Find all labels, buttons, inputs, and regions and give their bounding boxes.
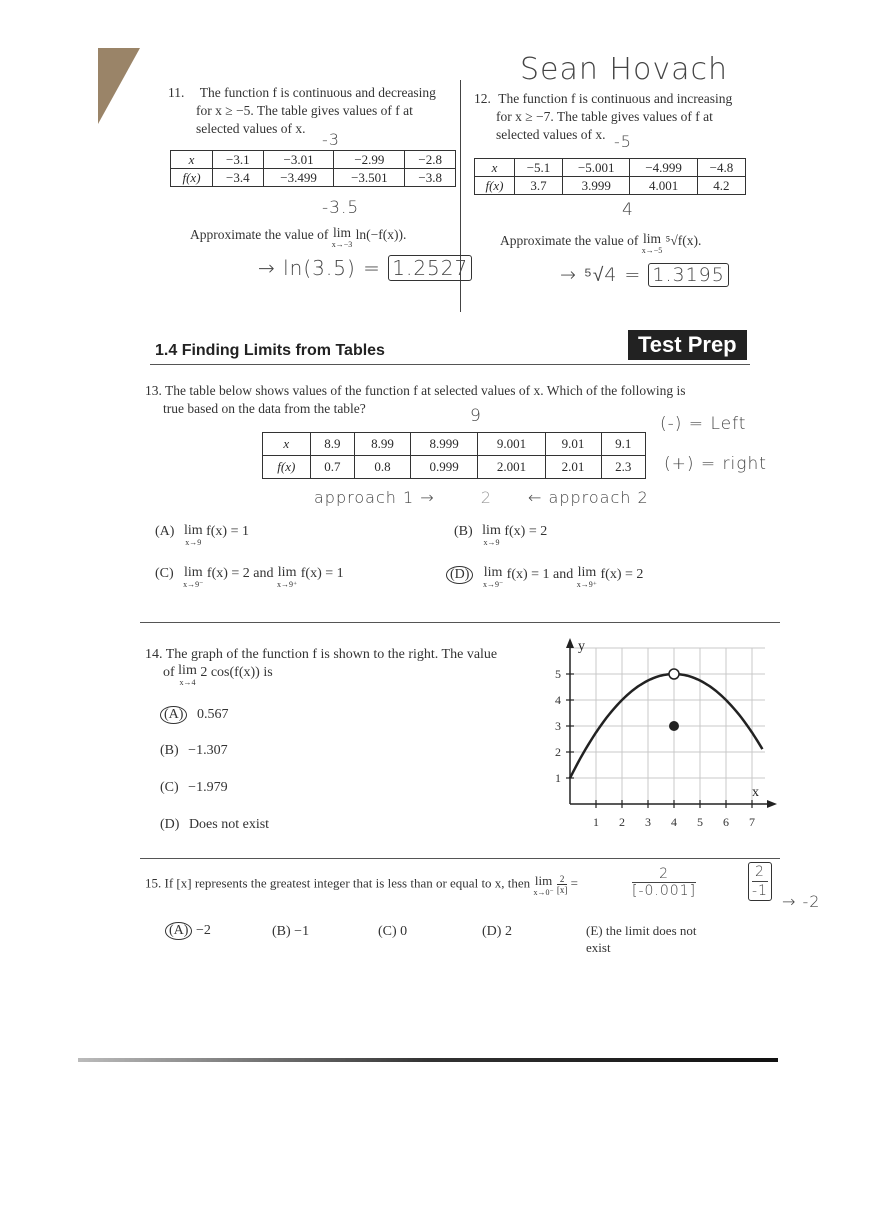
problem-text-line: If [x] represents the greatest integer that is less than or equal to x, then bbox=[164, 875, 531, 891]
closed-point bbox=[669, 721, 679, 731]
limit-expression: lim x→−3 bbox=[331, 225, 353, 249]
y-tick-label: 2 bbox=[555, 745, 561, 759]
boxed-answer: 1.2527 bbox=[388, 255, 472, 281]
table-row bbox=[171, 169, 456, 187]
x-tick-label: 2 bbox=[619, 815, 625, 829]
handwritten-work: → ln(3.5) = 1.2527 bbox=[258, 256, 472, 280]
divider bbox=[140, 622, 780, 623]
data-table-11 bbox=[170, 150, 456, 187]
table-cell: f(x) bbox=[475, 177, 515, 195]
problem-number: 11. bbox=[168, 85, 185, 100]
table-cell: −3.4 bbox=[213, 169, 264, 187]
problem-text-line: The function f is continuous and decreasing bbox=[199, 85, 436, 100]
x-tick-label: 5 bbox=[697, 815, 703, 829]
table-cell: 0.8 bbox=[355, 456, 411, 479]
table-cell: 3.7 bbox=[514, 177, 562, 195]
table-cell: −3.8 bbox=[405, 169, 456, 187]
handwritten-note: → -2 bbox=[782, 892, 821, 911]
choice-14d[interactable]: (D) Does not exist bbox=[160, 817, 270, 832]
problem-number: 14. bbox=[145, 647, 163, 662]
problem-text-line: The function f is continuous and increasing bbox=[498, 91, 733, 106]
problem-11 bbox=[168, 84, 453, 138]
problem-text-line: true based on the data from the table? bbox=[163, 401, 366, 416]
handwritten-note: approach 1 → 2 ← approach 2 bbox=[314, 488, 649, 507]
choice-15a[interactable]: (A) −2 bbox=[165, 922, 211, 940]
x-axis-arrow bbox=[767, 800, 777, 808]
boxed-answer: 1.3195 bbox=[648, 263, 728, 287]
corner-triangle bbox=[98, 48, 142, 128]
handwritten-work: 2 [-0.001] bbox=[632, 866, 697, 899]
y-tick-label: 1 bbox=[555, 771, 561, 785]
page-bottom-edge bbox=[78, 1058, 778, 1062]
data-table-12 bbox=[474, 158, 746, 195]
problem-number: 15. bbox=[145, 875, 162, 891]
table-cell: −5.1 bbox=[514, 159, 562, 177]
problem-text-line: for x ≥ −5. The table gives values of f at bbox=[196, 103, 413, 118]
x-tick-label: 1 bbox=[593, 815, 599, 829]
handwritten-note: -3 bbox=[322, 130, 340, 149]
selected-answer-circle: (D) bbox=[446, 566, 473, 584]
table-cell: −3.01 bbox=[263, 151, 334, 169]
table-cell: −4.999 bbox=[630, 159, 697, 177]
table-cell: 2.001 bbox=[478, 456, 545, 479]
table-cell: 9.001 bbox=[478, 433, 545, 456]
choice-14c[interactable]: (C) −1.979 bbox=[160, 780, 228, 795]
y-tick-label: 3 bbox=[555, 719, 561, 733]
table-row bbox=[475, 159, 746, 177]
table-cell: 8.9 bbox=[310, 433, 354, 456]
problem-text-line: The table below shows values of the function f at selected values of x. Which of the following is bbox=[165, 383, 686, 398]
table-cell: −3.499 bbox=[263, 169, 334, 187]
table-cell: x bbox=[171, 151, 213, 169]
student-name: Sean Hovach bbox=[520, 52, 728, 87]
table-cell: 2.3 bbox=[601, 456, 646, 479]
test-prep-badge: Test Prep bbox=[628, 330, 747, 360]
table-row bbox=[263, 456, 646, 479]
handwritten-note: (-) = Left bbox=[660, 414, 747, 434]
table-cell: 9.1 bbox=[601, 433, 646, 456]
table-cell: 4.2 bbox=[697, 177, 745, 195]
prompt-12: Approximate the value of lim x→−5 ⁵√f(x). bbox=[500, 231, 702, 255]
data-table-13 bbox=[262, 432, 646, 479]
table-cell: 3.999 bbox=[563, 177, 630, 195]
table-cell: −2.99 bbox=[334, 151, 405, 169]
table-row bbox=[263, 433, 646, 456]
table-cell: −3.501 bbox=[334, 169, 405, 187]
y-tick-label: 4 bbox=[555, 693, 561, 707]
handwritten-work: $\frac{2}{-1}$ bbox=[748, 862, 772, 901]
prompt-11: Approximate the value of lim x→−3 ln(−f(x)). bbox=[190, 225, 407, 249]
x-tick-label: 7 bbox=[749, 815, 755, 829]
table-cell: x bbox=[263, 433, 311, 456]
table-cell: f(x) bbox=[263, 456, 311, 479]
x-tick-label: 6 bbox=[723, 815, 729, 829]
open-point bbox=[669, 669, 679, 679]
limit-expression: lim x→−5 bbox=[641, 231, 663, 255]
choice-13d[interactable]: (D) lim x→9⁻ f(x) = 1 and lim x→9⁺ f(x) = 2 bbox=[446, 566, 643, 589]
selected-answer-circle: (A) bbox=[160, 706, 187, 724]
problem-number: 12. bbox=[474, 91, 491, 106]
problem-text-line: selected values of x. bbox=[196, 121, 306, 136]
handwritten-note: 9 bbox=[470, 406, 482, 426]
table-cell: 4.001 bbox=[630, 177, 697, 195]
fraction: $\frac{2}{[x]}$ bbox=[556, 874, 568, 895]
handwritten-note: -5 bbox=[614, 132, 632, 151]
table-cell: 8.999 bbox=[410, 433, 477, 456]
limit-expression: lim x→0⁻ bbox=[533, 873, 554, 897]
problem-text-line: The graph of the function f is shown to the right. The value bbox=[165, 647, 498, 662]
section-rule bbox=[150, 364, 750, 365]
x-tick-label: 3 bbox=[645, 815, 651, 829]
table-cell: 2.01 bbox=[545, 456, 601, 479]
choice-15e[interactable]: (E) the limit does not exist bbox=[586, 923, 697, 955]
table-cell: −4.8 bbox=[697, 159, 745, 177]
handwritten-note: -3.5 bbox=[322, 198, 360, 218]
y-tick-label: 5 bbox=[555, 667, 561, 681]
problem-text-line: for x ≥ −7. The table gives values of f at bbox=[496, 109, 713, 124]
table-cell: −2.8 bbox=[405, 151, 456, 169]
x-tick-label: 4 bbox=[671, 815, 677, 829]
problem-number: 13. bbox=[145, 383, 162, 398]
table-cell: 9.01 bbox=[545, 433, 601, 456]
problem-13 bbox=[145, 382, 755, 418]
table-cell: 0.999 bbox=[410, 456, 477, 479]
choice-15c[interactable]: (C) 0 bbox=[378, 924, 408, 939]
handwritten-note: (+) = right bbox=[664, 454, 767, 474]
problem-text-line: selected values of x. bbox=[496, 127, 606, 142]
table-cell: 0.7 bbox=[310, 456, 354, 479]
handwritten-work: → ⁵√4 = 1.3195 bbox=[560, 264, 729, 287]
choice-15b[interactable]: (B) −1 bbox=[272, 924, 310, 939]
choice-15d[interactable]: (D) 2 bbox=[482, 924, 512, 939]
y-axis-arrow bbox=[566, 638, 574, 648]
limit-expression: lim x→4 bbox=[178, 663, 197, 687]
choice-13a[interactable]: (A) lim x→9 f(x) = 1 bbox=[155, 523, 249, 547]
choice-13c[interactable]: (C) lim x→9⁻ f(x) = 2 and lim x→9⁺ f(x) = 1 bbox=[155, 565, 344, 589]
choice-13b[interactable]: (B) lim x→9 f(x) = 2 bbox=[454, 523, 548, 547]
handwritten-note: 4 bbox=[622, 200, 634, 220]
problem-14: 14. The graph of the function f is shown to the right. The value of lim x→4 2 cos(f(x)) is bbox=[145, 647, 498, 687]
table-row bbox=[475, 177, 746, 195]
table-cell: f(x) bbox=[171, 169, 213, 187]
table-cell: −3.1 bbox=[213, 151, 264, 169]
y-axis-label: y bbox=[578, 639, 585, 654]
table-cell: 8.99 bbox=[355, 433, 411, 456]
x-axis-label: x bbox=[752, 785, 759, 800]
function-graph bbox=[520, 636, 759, 836]
problem-15: 15. If [x] represents the greatest integer that is less than or equal to x, then lim x→0⁻ $\frac{2}{[x]}$ = bbox=[145, 873, 579, 897]
section-title: 1.4 Finding Limits from Tables bbox=[155, 342, 385, 359]
table-row bbox=[171, 151, 456, 169]
choice-14a[interactable]: (A) 0.567 bbox=[160, 706, 228, 724]
table-cell: x bbox=[475, 159, 515, 177]
selected-answer-circle: (A) bbox=[165, 922, 192, 940]
choice-14b[interactable]: (B) −1.307 bbox=[160, 743, 228, 758]
divider bbox=[140, 858, 780, 859]
table-cell: −5.001 bbox=[563, 159, 630, 177]
